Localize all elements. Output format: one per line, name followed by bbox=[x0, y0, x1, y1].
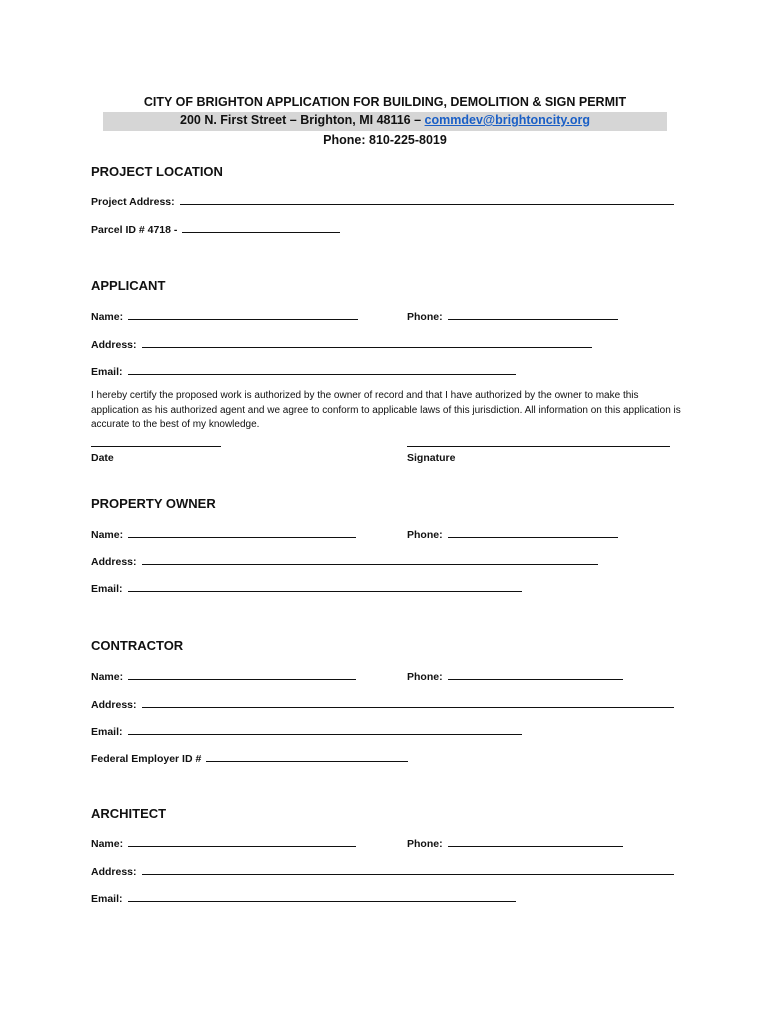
applicant-name-line[interactable] bbox=[128, 309, 358, 320]
architect-email-line[interactable] bbox=[128, 891, 516, 902]
architect-phone-label: Phone: bbox=[407, 838, 443, 850]
signature-line[interactable] bbox=[407, 445, 670, 447]
applicant-email-field[interactable] bbox=[91, 364, 516, 378]
applicant-address-label: Address: bbox=[91, 339, 137, 351]
architect-email-field[interactable] bbox=[91, 891, 516, 905]
parcel-id-label: Parcel ID # 4718 - bbox=[91, 224, 178, 236]
owner-phone-field[interactable] bbox=[407, 527, 618, 541]
architect-phone-line[interactable] bbox=[448, 836, 623, 847]
parcel-id-field[interactable] bbox=[91, 222, 340, 236]
date-label: Date bbox=[91, 452, 114, 464]
contractor-address-line[interactable] bbox=[142, 697, 674, 708]
owner-email-line[interactable] bbox=[128, 581, 522, 592]
contractor-phone-label: Phone: bbox=[407, 671, 443, 683]
architect-email-label: Email: bbox=[91, 893, 123, 905]
header-address: 200 N. First Street – Brighton, MI 48116 – bbox=[180, 113, 422, 127]
contractor-email-label: Email: bbox=[91, 726, 123, 738]
contractor-fein-label: Federal Employer ID # bbox=[91, 753, 202, 765]
certification-statement: I hereby certify the proposed work is authorized by the owner of record and that I have authorized by the owner to make this application as his authorized agent and we agree to conform to applicable laws of this jurisdiction. All information on this application is accurate to the best of my knowledge. bbox=[91, 390, 681, 430]
owner-phone-line[interactable] bbox=[448, 527, 618, 538]
project-address-label: Project Address: bbox=[91, 196, 175, 208]
form-title: CITY OF BRIGHTON APPLICATION FOR BUILDING, DEMOLITION & SIGN PERMIT bbox=[143, 95, 627, 109]
architect-name-line[interactable] bbox=[128, 836, 356, 847]
applicant-address-line[interactable] bbox=[142, 337, 592, 348]
header-email-link[interactable]: commdev@brightoncity.org bbox=[424, 113, 590, 127]
applicant-email-label: Email: bbox=[91, 366, 123, 378]
architect-address-label: Address: bbox=[91, 866, 137, 878]
architect-name-label: Name: bbox=[91, 838, 124, 850]
owner-phone-label: Phone: bbox=[407, 529, 443, 541]
architect-phone-field[interactable] bbox=[407, 836, 623, 850]
applicant-address-field[interactable] bbox=[91, 337, 592, 351]
contractor-address-field[interactable] bbox=[91, 697, 674, 711]
section-heading-architect: ARCHITECT bbox=[91, 806, 167, 821]
contractor-fein-field[interactable] bbox=[91, 751, 408, 765]
applicant-name-field[interactable] bbox=[91, 309, 358, 323]
parcel-id-line[interactable] bbox=[182, 222, 340, 233]
architect-name-field[interactable] bbox=[91, 836, 356, 850]
architect-address-line[interactable] bbox=[142, 864, 674, 875]
project-address-field[interactable] bbox=[91, 194, 674, 208]
section-heading-applicant: APPLICANT bbox=[91, 278, 166, 293]
date-line[interactable] bbox=[91, 445, 221, 447]
owner-address-label: Address: bbox=[91, 556, 137, 568]
contractor-name-label: Name: bbox=[91, 671, 124, 683]
header-phone: Phone: 810-225-8019 bbox=[323, 133, 447, 147]
contractor-email-line[interactable] bbox=[128, 724, 522, 735]
applicant-name-label: Name: bbox=[91, 311, 124, 323]
contractor-email-field[interactable] bbox=[91, 724, 522, 738]
section-heading-project-location: PROJECT LOCATION bbox=[91, 164, 223, 179]
contractor-name-line[interactable] bbox=[128, 669, 356, 680]
contractor-phone-field[interactable] bbox=[407, 669, 623, 683]
contractor-address-label: Address: bbox=[91, 699, 137, 711]
owner-name-label: Name: bbox=[91, 529, 124, 541]
applicant-phone-line[interactable] bbox=[448, 309, 618, 320]
header-address-line bbox=[0, 113, 770, 127]
owner-email-field[interactable] bbox=[91, 581, 522, 595]
applicant-phone-field[interactable] bbox=[407, 309, 618, 323]
contractor-fein-line[interactable] bbox=[206, 751, 408, 762]
project-address-line[interactable] bbox=[180, 194, 674, 205]
applicant-email-line[interactable] bbox=[128, 364, 516, 375]
owner-name-line[interactable] bbox=[128, 527, 356, 538]
owner-address-field[interactable] bbox=[91, 554, 598, 568]
contractor-name-field[interactable] bbox=[91, 669, 356, 683]
owner-email-label: Email: bbox=[91, 583, 123, 595]
owner-name-field[interactable] bbox=[91, 527, 356, 541]
section-heading-contractor: CONTRACTOR bbox=[91, 638, 184, 653]
owner-address-line[interactable] bbox=[142, 554, 598, 565]
applicant-phone-label: Phone: bbox=[407, 311, 443, 323]
signature-label: Signature bbox=[407, 452, 456, 464]
architect-address-field[interactable] bbox=[91, 864, 674, 878]
section-heading-property-owner: PROPERTY OWNER bbox=[91, 496, 216, 511]
contractor-phone-line[interactable] bbox=[448, 669, 623, 680]
